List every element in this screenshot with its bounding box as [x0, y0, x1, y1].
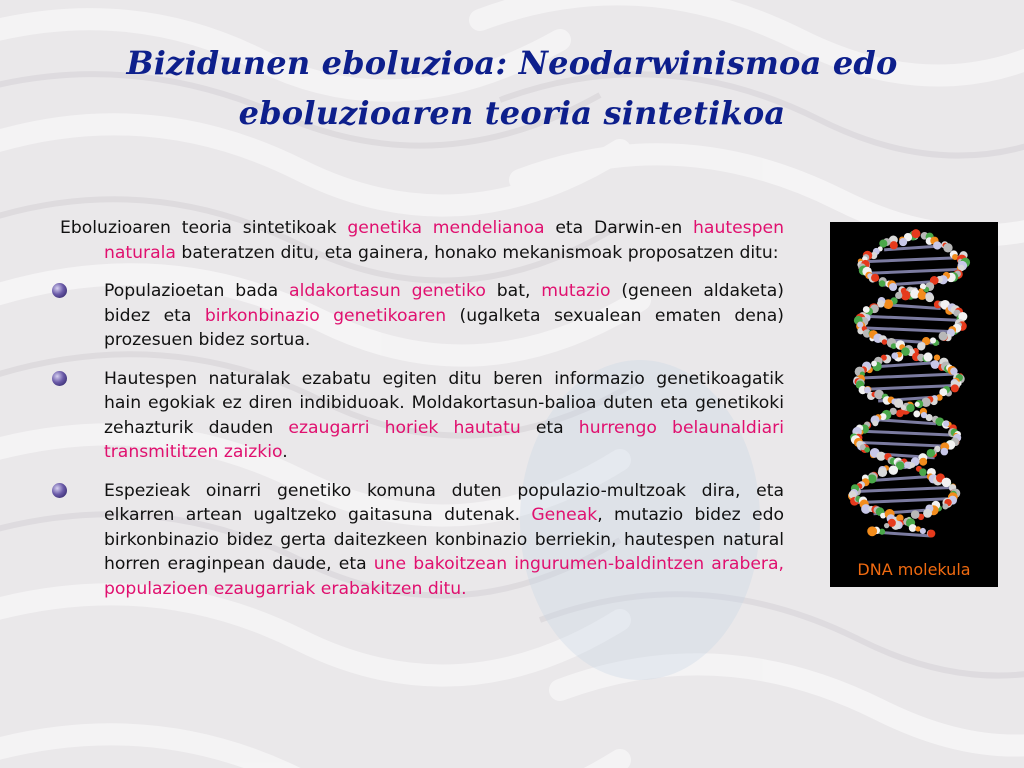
title-line-1: Bizidunen eboluzioa: Neodarwinismoa edo: [126, 44, 898, 82]
bullet-text: (ugalketa sexualean ematen dena) prozesuen bidez sortua.: [104, 305, 784, 350]
intro-text: eta Darwin-en: [544, 218, 694, 238]
bullet-highlight: ezaugarri horiek hautatu: [288, 417, 521, 438]
bullet-text: Espezieak oinarri genetiko komuna duten populazio-multzoak dira, eta elkarren artean ugaltzeko gaitasuna dutenak.: [104, 480, 784, 525]
bullet-text: Hautespen naturalak ezabatu egiten ditu beren informazio genetikoagatik hain egokiak ez diren indibiduoak. Moldakortasun-balioa duten eta genetikoki zehazturik dauden: [104, 368, 784, 438]
slide-title: [30, 38, 994, 138]
bullet-text: Populazioetan bada: [104, 281, 290, 301]
bullet-item-1: [60, 279, 784, 353]
bullet-highlight: une bakoitzean ingurumen-baldintzen arabera, populazioen ezaugarriak erabakitzen ditu.: [104, 554, 784, 599]
intro-text: bateratzen ditu, eta gainera, honako mekanismoak proposatzen ditu:: [175, 242, 779, 263]
bullet-icon: [52, 283, 67, 298]
bullet-icon: [52, 371, 67, 386]
dna-molecule-image: [830, 222, 998, 552]
dna-image-panel: [830, 222, 998, 587]
bullet-highlight: birkonbinazio genetikoaren: [204, 305, 447, 326]
bullet-icon: [52, 483, 67, 498]
intro-highlight: hautespen naturala: [104, 218, 784, 263]
bullet-text: .: [282, 442, 288, 462]
bullet-item-3: [60, 479, 784, 602]
dna-caption: DNA molekula: [857, 560, 971, 579]
intro-highlight: genetika mendelianoa: [347, 218, 545, 238]
bullet-text: eta: [520, 417, 579, 438]
bullet-item-2: [60, 367, 784, 465]
bullet-highlight: Geneak: [531, 505, 598, 525]
bullet-highlight: hurrengo belaunaldiari transmititzen zaizkio: [104, 417, 784, 462]
title-line-2: eboluzioaren teoria sintetikoa: [238, 94, 786, 132]
bullet-highlight: mutazio: [541, 281, 611, 301]
intro-paragraph: [60, 216, 784, 265]
bullet-text: bat,: [485, 281, 542, 301]
intro-text: Eboluzioaren teoria sintetikoak: [60, 218, 348, 238]
bullet-text: (geneen aldaketa) bidez eta: [104, 281, 784, 326]
slide-body: [60, 216, 784, 615]
bullet-text: , mutazio bidez edo birkonbinazio bidez gerta daitezkeen konbinazio berriekin, hautespen natural horren eraginpean daude, eta: [104, 505, 784, 574]
bullet-highlight: aldakortasun genetiko: [289, 281, 486, 301]
